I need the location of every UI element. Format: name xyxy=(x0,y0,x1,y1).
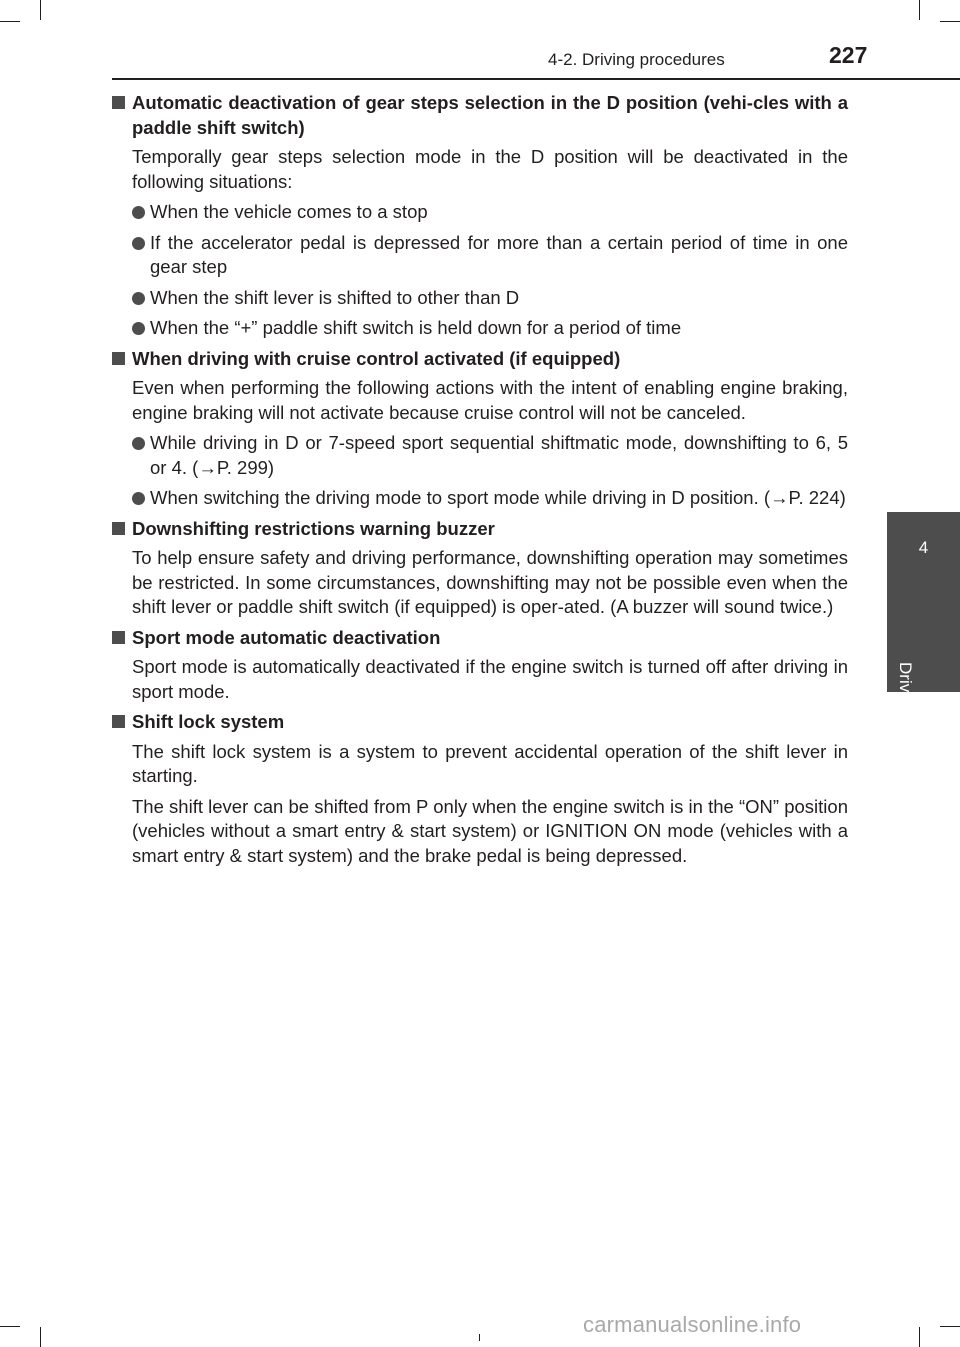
list-item xyxy=(112,316,848,341)
page-number: 227 xyxy=(829,42,868,68)
list-item xyxy=(112,231,848,280)
list-item-text: When the “+” paddle shift switch is held down for a period of time xyxy=(150,317,682,338)
list-item xyxy=(112,200,848,225)
section-shift-lock-system xyxy=(112,710,848,868)
list-item xyxy=(112,286,848,311)
square-bullet-icon xyxy=(112,352,125,365)
section-heading-text: Downshifting restrictions warning buzzer xyxy=(132,517,495,539)
section-heading-text: Sport mode automatic deactivation xyxy=(132,626,441,648)
crop-mark xyxy=(919,0,920,20)
paragraph: The shift lever can be shifted from P only when the engine switch is in the “ON” position (vehicles without a smart entry & start system) or IGNITION ON mode (vehicles with a smart entry & start system) and the brake pedal is being depressed. xyxy=(132,795,848,866)
header-section-title: 4-2. Driving procedures xyxy=(548,50,725,69)
round-bullet-icon xyxy=(132,492,145,505)
section-heading xyxy=(112,91,848,140)
section-heading xyxy=(112,517,848,542)
section-cruise-control xyxy=(112,347,848,511)
section-heading-text: Automatic deactivation of gear steps selection in the D position (vehi-cles with a paddle shift switch) xyxy=(132,92,848,138)
list-item-text: When switching the driving mode to sport mode while driving in D position. (→P. 224) xyxy=(150,487,846,508)
page-content xyxy=(112,91,848,874)
crop-mark xyxy=(940,1326,960,1327)
square-bullet-icon xyxy=(112,715,125,728)
list-item-text: If the accelerator pedal is depressed for more than a certain period of time in one gear step xyxy=(150,231,848,277)
square-bullet-icon xyxy=(112,631,125,644)
crop-mark xyxy=(0,1326,20,1327)
paragraph: Sport mode is automatically deactivated if the engine switch is turned off after driving in sport mode. xyxy=(132,656,848,702)
section-sport-mode-deactivation xyxy=(112,626,848,705)
chapter-title: Driving xyxy=(896,662,915,715)
crop-mark xyxy=(0,21,20,22)
paragraph: Temporally gear steps selection mode in the D position will be deactivated in the following situations: xyxy=(132,146,848,192)
header-rule xyxy=(112,78,960,80)
list-item xyxy=(112,431,848,480)
paragraph: To help ensure safety and driving performance, downshifting operation may sometimes be restricted. In some circumstances, downshifting may not be possible even when the shift lever or paddle shift switch (if equipped) is oper-ated. (A buzzer will sound twice.) xyxy=(132,547,848,617)
section-heading xyxy=(112,347,848,372)
section-heading xyxy=(112,626,848,651)
round-bullet-icon xyxy=(132,237,145,250)
paragraph: Even when performing the following actions with the intent of enabling engine braking, engine braking will not activate because cruise control will not be canceled. xyxy=(132,377,848,423)
section-heading-text: When driving with cruise control activated (if equipped) xyxy=(132,347,621,369)
round-bullet-icon xyxy=(132,292,145,305)
crop-mark xyxy=(40,1327,41,1347)
round-bullet-icon xyxy=(132,437,145,450)
section-heading xyxy=(112,710,848,735)
crop-mark xyxy=(940,21,960,22)
watermark: carmanualsonline.info xyxy=(583,1312,802,1337)
list-item-text: When the shift lever is shifted to other than D xyxy=(150,286,520,308)
chapter-number: 4 xyxy=(918,538,929,557)
list-item xyxy=(112,486,848,511)
paragraph: The shift lock system is a system to prevent accidental operation of the shift lever in starting. xyxy=(132,740,848,786)
crop-mark xyxy=(40,0,41,20)
round-bullet-icon xyxy=(132,322,145,335)
section-gear-steps-deactivation xyxy=(112,91,848,341)
list-item-text: While driving in D or 7-speed sport sequential shiftmatic mode, downshifting to 6, 5 or 4. (→P. 299) xyxy=(150,432,848,478)
square-bullet-icon xyxy=(112,522,125,535)
round-bullet-icon xyxy=(132,206,145,219)
crop-mark xyxy=(479,1334,480,1341)
section-downshift-buzzer xyxy=(112,517,848,620)
list-item-text: When the vehicle comes to a stop xyxy=(150,201,428,222)
crop-mark xyxy=(919,1327,920,1347)
square-bullet-icon xyxy=(112,96,125,109)
chapter-tab xyxy=(887,512,960,715)
section-heading-text: Shift lock system xyxy=(132,711,285,732)
